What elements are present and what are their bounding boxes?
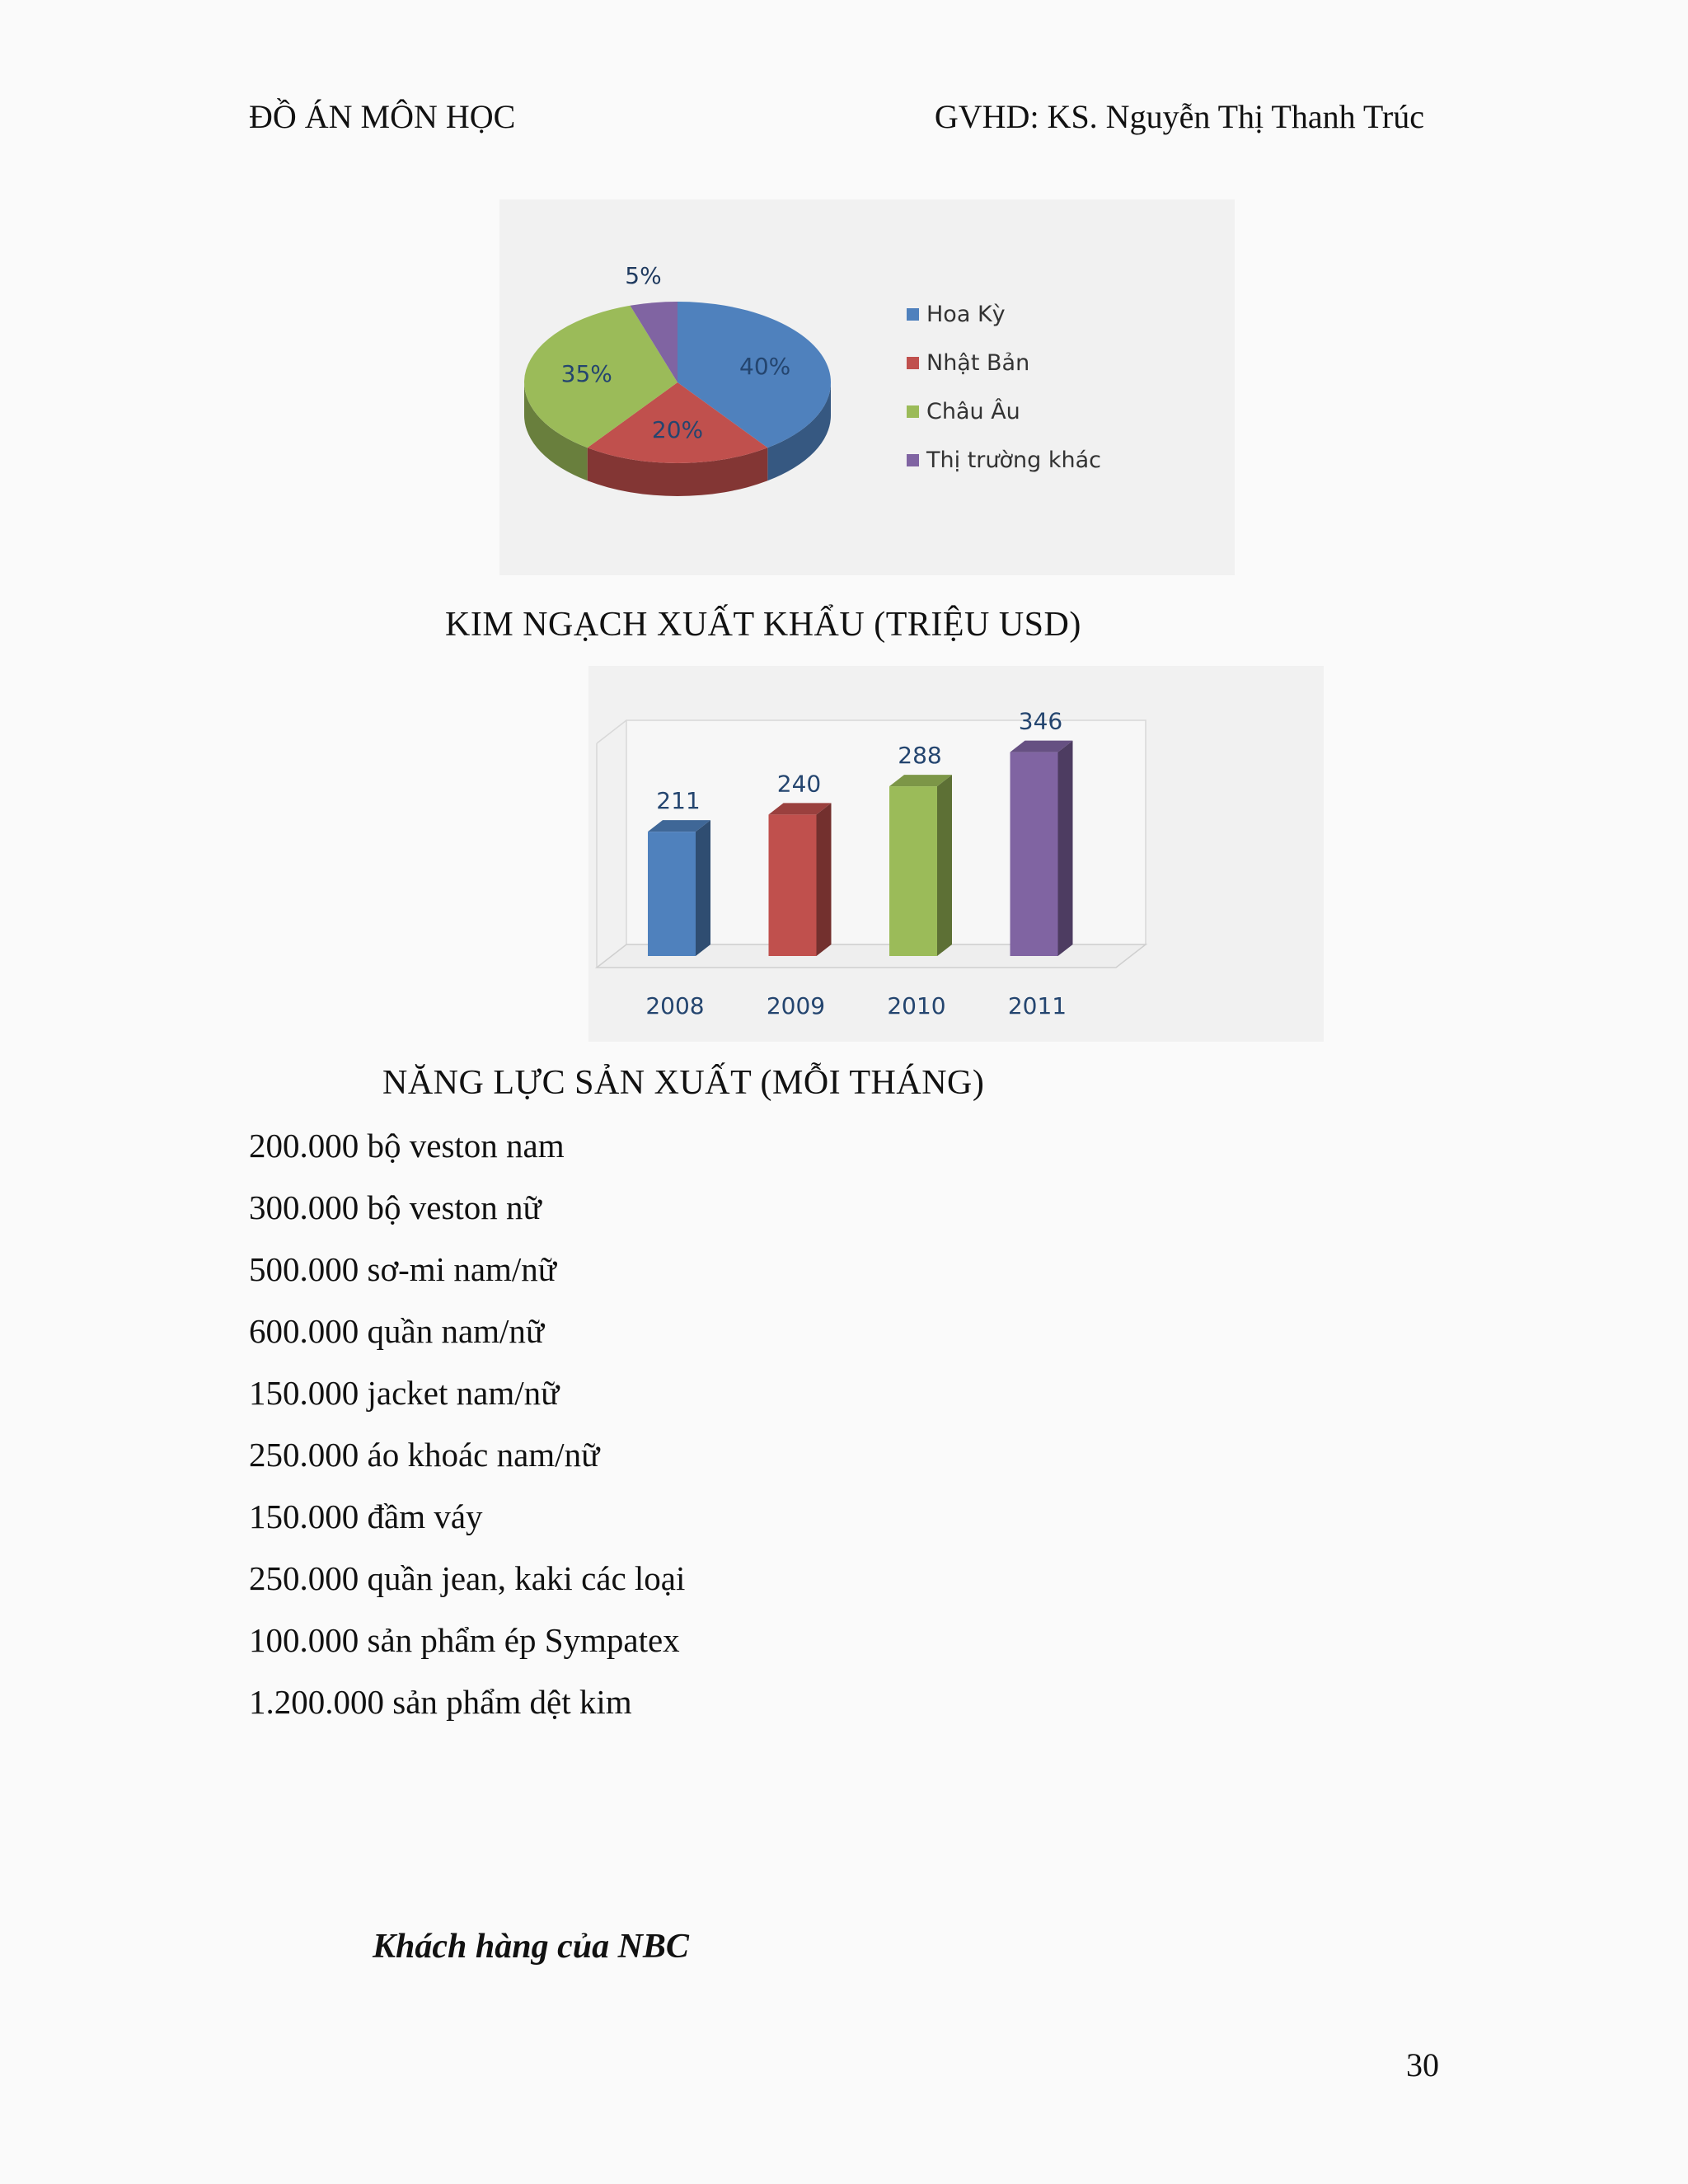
header-course-title: ĐỒ ÁN MÔN HỌC [249,98,516,135]
capacity-item: 250.000 áo khoác nam/nữ [249,1436,600,1474]
legend-swatch [907,405,919,418]
x-tick-label: 2010 [887,992,946,1019]
bar-side [817,803,832,956]
x-tick-label: 2009 [766,992,826,1019]
capacity-list [249,1122,685,1741]
pie-data-label: 40% [739,352,791,380]
bar [648,832,696,956]
bar-side [696,820,710,956]
bar [1010,752,1058,956]
capacity-item: 300.000 bộ veston nữ [249,1188,542,1226]
pie-chart-svg [499,199,1235,575]
bar-side [1058,741,1073,956]
capacity-item: 150.000 đầm váy [249,1497,483,1535]
pie-data-label: 35% [560,359,612,387]
bar-chart-svg [588,666,1324,1042]
legend-swatch [907,357,919,369]
customers-heading: Khách hàng của NBC [373,1928,689,1966]
bar [889,786,937,956]
capacity-caption: NĂNG LỰC SẢN XUẤT (MỖI THÁNG) [382,1064,985,1102]
bar-side [937,775,952,956]
bar-value-label: 346 [1018,707,1063,735]
bar [769,814,817,956]
capacity-item: 200.000 bộ veston nam [249,1127,565,1165]
pie-data-label: 20% [651,415,704,443]
bar-value-label: 288 [898,742,942,770]
legend-label: Nhật Bản [926,350,1030,376]
x-tick-label: 2008 [645,992,705,1019]
legend-swatch [907,308,919,321]
capacity-item: 250.000 quần jean, kaki các loại [249,1559,686,1597]
bar-value-label: 211 [656,787,701,815]
export-turnover-caption: KIM NGẠCH XUẤT KHẨU (TRIỆU USD) [445,606,1081,644]
legend-swatch [907,454,919,466]
market-share-pie-chart [499,199,1235,575]
page-number: 30 [1406,2046,1439,2083]
pie-data-label: 5% [625,261,662,289]
header-supervisor: GVHD: KS. Nguyễn Thị Thanh Trúc [934,98,1424,135]
bar-value-label: 240 [776,770,822,798]
capacity-item: 600.000 quần nam/nữ [249,1312,545,1350]
capacity-item: 150.000 jacket nam/nữ [249,1374,560,1412]
legend-label: Châu Âu [926,399,1020,424]
capacity-item: 100.000 sản phẩm ép Sympatex [249,1621,680,1659]
x-tick-label: 2011 [1007,992,1067,1019]
legend-label: Hoa Kỳ [926,302,1006,327]
chart-side-wall [597,720,626,968]
export-turnover-bar-chart [588,666,1324,1042]
capacity-item: 1.200.000 sản phẩm dệt kim [249,1683,632,1721]
legend-label: Thị trường khác [926,448,1101,473]
capacity-item: 500.000 sơ-mi nam/nữ [249,1250,557,1288]
